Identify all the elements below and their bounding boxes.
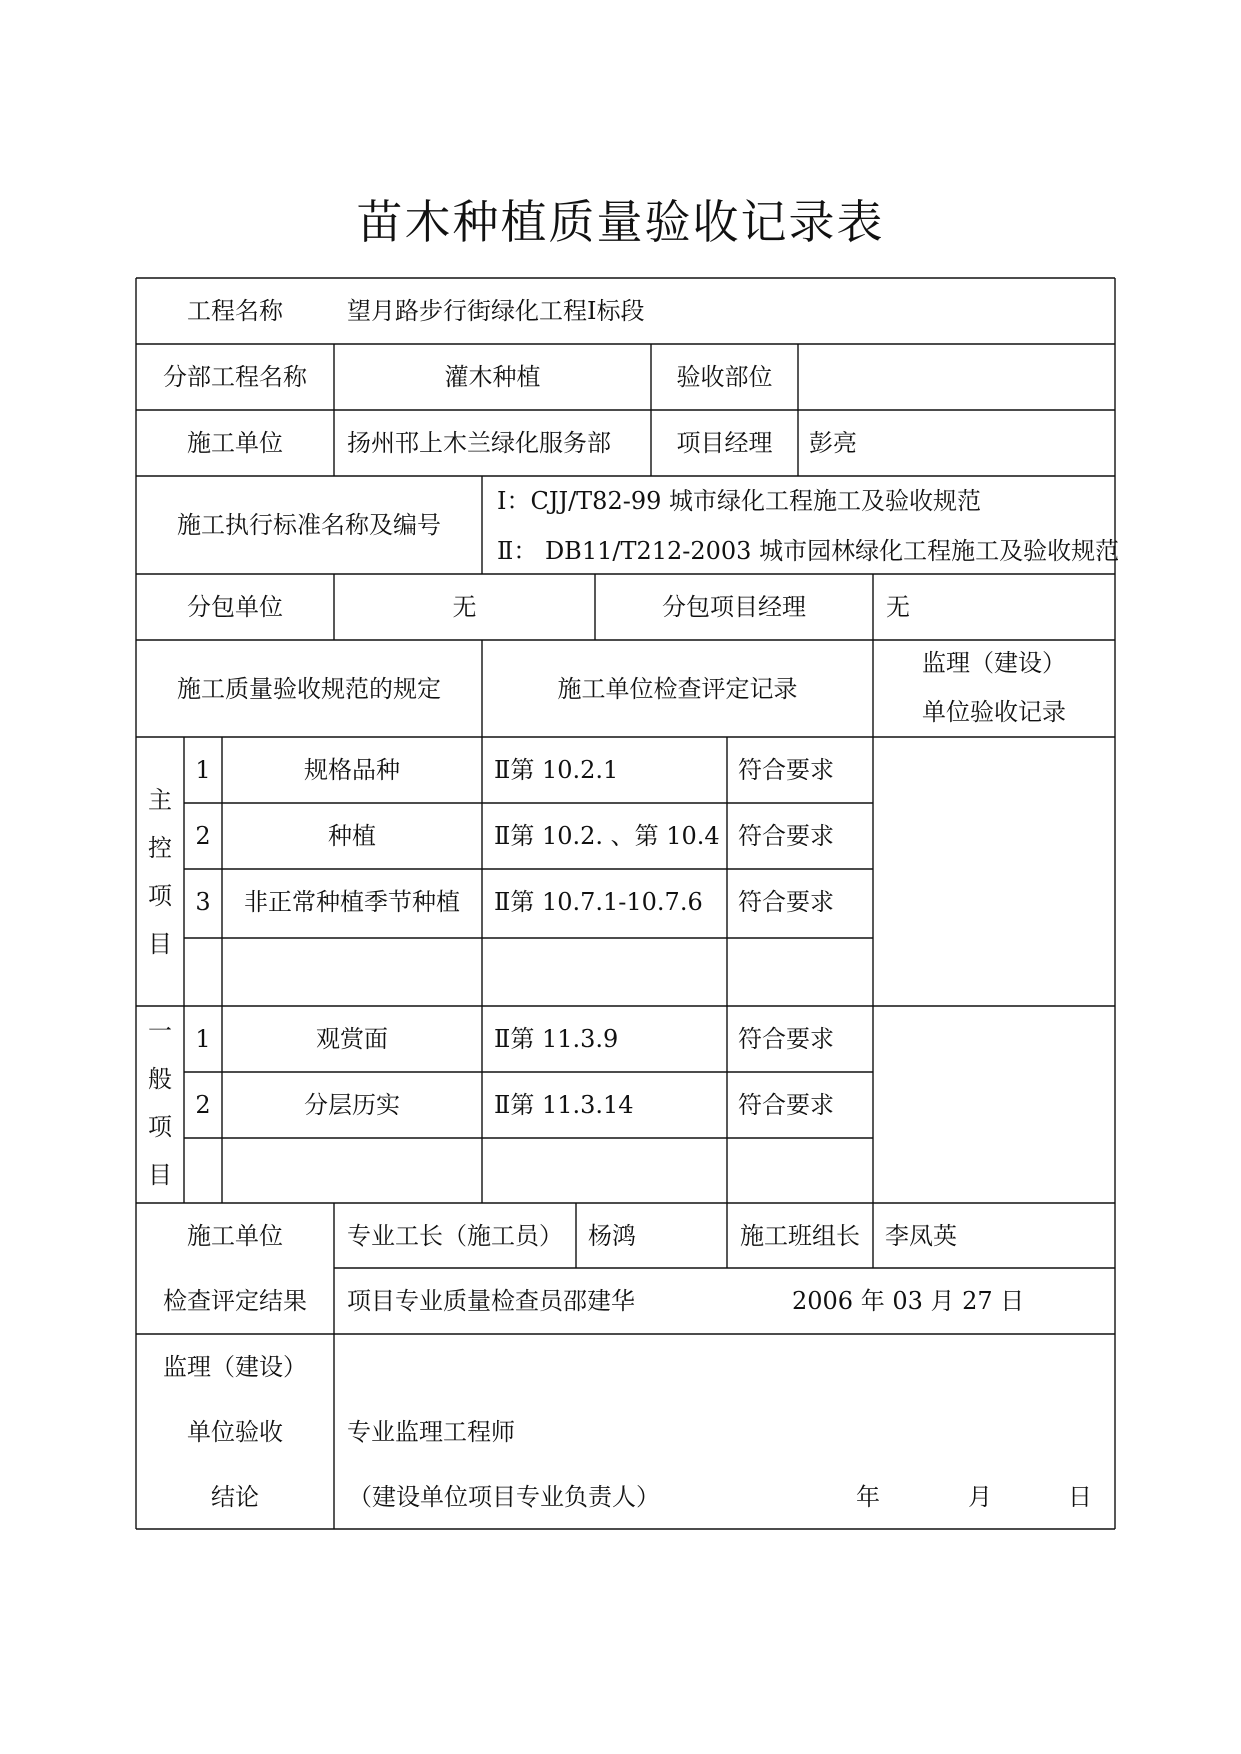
main-group-label-char: 目	[148, 930, 172, 958]
main-group-label-char: 控	[148, 834, 172, 862]
general-item-number: 1	[195, 1025, 211, 1053]
main-item-clause: Ⅱ第 10.2.1	[494, 756, 619, 784]
owner-responsible: （建设单位项目专业负责人）	[348, 1483, 660, 1511]
contractor-value: 扬州邗上木兰绿化服务部	[347, 429, 611, 457]
acceptance-day: 日	[1068, 1483, 1092, 1511]
project-label: 工程名称	[187, 297, 283, 325]
main-item-number: 1	[195, 756, 211, 784]
acceptance-label-line-1: 监理（建设）	[163, 1353, 307, 1381]
acceptance-part-label: 验收部位	[676, 363, 773, 391]
main-item-result: 符合要求	[738, 822, 834, 850]
inspection-date: 2006 年 03 月 27 日	[792, 1287, 1025, 1315]
general-item-result: 符合要求	[738, 1091, 834, 1119]
supervision-header-line-2: 单位验收记录	[922, 698, 1066, 726]
main-item-number: 2	[195, 822, 211, 850]
main-item-clause: Ⅱ第 10.2. 、第 10.4	[494, 822, 720, 850]
inspection-label-line-2: 检查评定结果	[163, 1287, 307, 1315]
spec-header: 施工质量验收规范的规定	[177, 675, 441, 703]
subcontract-manager-value: 无	[886, 593, 910, 621]
foreman-value: 杨鸿	[588, 1222, 636, 1250]
main-item-name: 种植	[328, 822, 376, 850]
team-leader-label: 施工班组长	[740, 1222, 860, 1250]
main-item-name: 非正常种植季节种植	[244, 888, 460, 916]
general-item-name: 分层历实	[304, 1091, 400, 1119]
subcontract-label: 分包单位	[187, 593, 283, 621]
general-group-label-char: 一	[148, 1017, 172, 1045]
general-item-clause: Ⅱ第 11.3.14	[494, 1091, 634, 1119]
project-manager-value: 彭亮	[809, 429, 857, 457]
main-item-number: 3	[195, 888, 211, 916]
document-title: 苗木种植质量验收记录表	[356, 195, 885, 249]
general-item-name: 观赏面	[316, 1025, 388, 1053]
sub-project-label: 分部工程名称	[163, 363, 307, 391]
inspection-label-line-1: 施工单位	[187, 1222, 283, 1250]
acceptance-month: 月	[968, 1483, 992, 1511]
general-group-label-char: 目	[148, 1161, 172, 1189]
subcontract-manager-label: 分包项目经理	[662, 593, 806, 621]
general-item-clause: Ⅱ第 11.3.9	[494, 1025, 619, 1053]
main-group-label-char: 主	[148, 786, 172, 814]
sub-project-value: 灌木种植	[444, 363, 541, 391]
team-leader-value: 李凤英	[885, 1222, 957, 1250]
supervision-header-line-1: 监理（建设）	[922, 649, 1066, 677]
main-group-label-char: 项	[148, 882, 172, 910]
record-header: 施工单位检查评定记录	[557, 675, 798, 703]
quality-inspector: 项目专业质量检查员邵建华	[347, 1287, 635, 1315]
standard-line-2: Ⅱ： DB11/T212-2003 城市园林绿化工程施工及验收规范	[497, 537, 1120, 565]
general-item-number: 2	[195, 1091, 211, 1119]
general-group-label-char: 般	[148, 1065, 172, 1093]
acceptance-label-line-3: 结论	[211, 1483, 259, 1511]
standard-line-1: Ⅰ：CJJ/T82-99 城市绿化工程施工及验收规范	[497, 487, 981, 515]
main-item-clause: Ⅱ第 10.7.1-10.7.6	[494, 888, 703, 916]
general-item-result: 符合要求	[738, 1025, 834, 1053]
main-item-result: 符合要求	[738, 756, 834, 784]
main-item-name: 规格品种	[304, 756, 400, 784]
contractor-label: 施工单位	[187, 429, 283, 457]
standard-label: 施工执行标准名称及编号	[177, 511, 441, 539]
project-value: 望月路步行街绿化工程Ⅰ标段	[347, 297, 645, 325]
subcontract-value: 无	[452, 593, 477, 621]
project-manager-label: 项目经理	[676, 429, 773, 457]
acceptance-label-line-2: 单位验收	[187, 1418, 283, 1446]
main-item-result: 符合要求	[738, 888, 834, 916]
general-group-label-char: 项	[148, 1113, 172, 1141]
foreman-label: 专业工长（施工员）	[347, 1222, 563, 1250]
supervising-engineer: 专业监理工程师	[347, 1418, 515, 1446]
acceptance-year: 年	[856, 1483, 880, 1511]
